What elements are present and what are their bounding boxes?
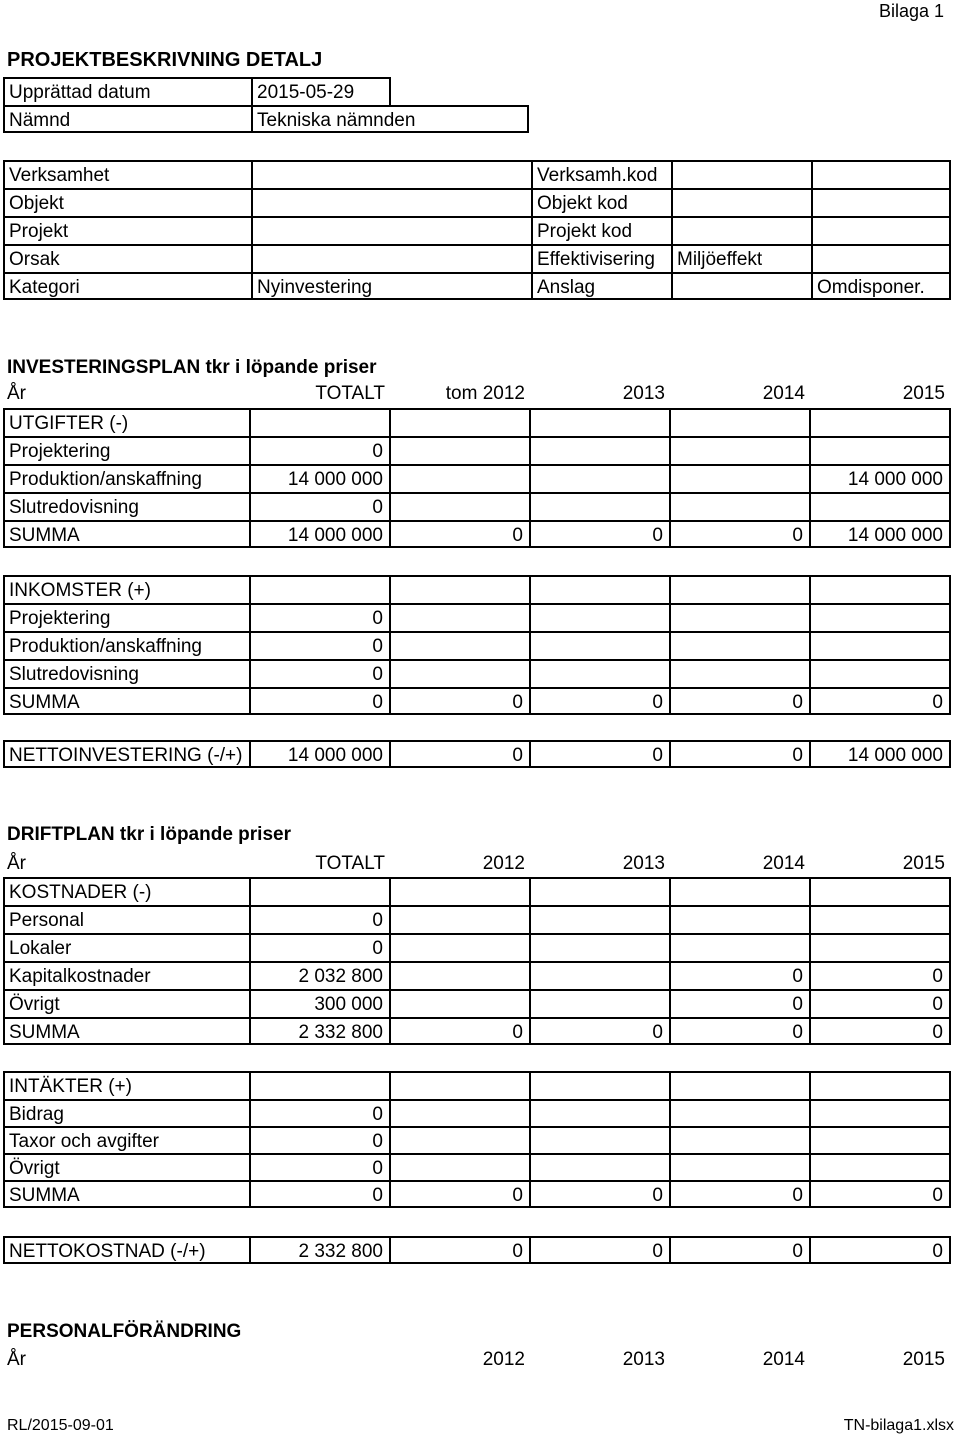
row-label: Slutredovisning (3, 659, 251, 687)
income-heading-row (3, 575, 951, 603)
value-cell (531, 1153, 671, 1181)
value-cell: 2 332 800 (251, 1017, 391, 1045)
expense-row (3, 436, 951, 464)
value-cell: 0 (811, 1017, 951, 1045)
cost-row (3, 933, 951, 961)
info-label: Orsak (3, 244, 251, 272)
revenue-row (3, 1180, 951, 1208)
value-cell (531, 1126, 671, 1154)
info-right (811, 244, 951, 272)
value-cell: 0 (671, 989, 811, 1017)
value-cell: 0 (531, 1236, 671, 1264)
row-label: UTGIFTER (-) (3, 408, 251, 436)
value-cell (531, 492, 671, 520)
value-cell (391, 659, 531, 687)
value-cell: 0 (671, 1180, 811, 1208)
value-cell (531, 1071, 671, 1099)
value-cell: 0 (251, 905, 391, 933)
info-value (251, 244, 531, 272)
value-cell (811, 436, 951, 464)
year-header: 2013 (622, 853, 665, 874)
year-label: År (7, 853, 26, 874)
row-label: SUMMA (3, 520, 251, 548)
info-value (251, 160, 531, 188)
value-cell (391, 464, 531, 492)
value-cell (251, 408, 391, 436)
revenue-heading-row (3, 1071, 951, 1099)
expense-row (3, 492, 951, 520)
value-cell (391, 989, 531, 1017)
value-cell (671, 408, 811, 436)
expense-row (3, 520, 951, 548)
income-row (3, 603, 951, 631)
value-cell (811, 877, 951, 905)
value-cell: 0 (811, 989, 951, 1017)
value-cell (671, 1126, 811, 1154)
expenses-heading-row (3, 408, 951, 436)
row-label: Lokaler (3, 933, 251, 961)
info-code-value (671, 160, 811, 188)
value-cell (531, 1099, 671, 1127)
row-label: Projektering (3, 603, 251, 631)
revenue-row (3, 1099, 951, 1127)
info-row (3, 244, 951, 272)
info-right (811, 188, 951, 216)
value-cell: 0 (251, 603, 391, 631)
row-label: Produktion/anskaffning (3, 464, 251, 492)
info-label: Projekt (3, 216, 251, 244)
value-cell (531, 989, 671, 1017)
info-right: Omdisponer. (811, 272, 951, 300)
footer-left: RL/2015-09-01 (7, 1417, 114, 1434)
value-cell (531, 575, 671, 603)
year-header: 2015 (902, 383, 945, 404)
staff-header-row (3, 1346, 951, 1374)
net-investment-row (3, 740, 951, 768)
value-cell: 0 (671, 520, 811, 548)
value-cell: 14 000 000 (251, 464, 391, 492)
info-code-value: Miljöeffekt (671, 244, 811, 272)
row-label: NETTOKOSTNAD (-/+) (3, 1236, 251, 1264)
value-cell: 0 (531, 1180, 671, 1208)
info-code-value (671, 188, 811, 216)
row-label: SUMMA (3, 687, 251, 715)
year-header: 2015 (902, 1349, 945, 1370)
value-cell: 0 (811, 687, 951, 715)
info-value: Nyinvestering (251, 272, 531, 300)
operating-header-row (3, 850, 951, 878)
document-title: PROJEKTBESKRIVNING DETALJ (7, 49, 323, 71)
info-code-label: Anslag (531, 272, 671, 300)
value-cell (251, 575, 391, 603)
value-cell (531, 603, 671, 631)
value-cell (391, 877, 531, 905)
value-cell (531, 905, 671, 933)
value-cell (671, 905, 811, 933)
year-header (251, 1346, 391, 1374)
year-header: 2012 (482, 853, 525, 874)
value-cell (671, 659, 811, 687)
value-cell: 0 (811, 1236, 951, 1264)
meta-row (3, 77, 951, 105)
value-cell: 2 332 800 (251, 1236, 391, 1264)
value-cell: 0 (531, 1017, 671, 1045)
info-value (251, 188, 531, 216)
row-label: Projektering (3, 436, 251, 464)
value-cell (811, 631, 951, 659)
value-cell (811, 603, 951, 631)
info-right (811, 160, 951, 188)
info-code-value (671, 272, 811, 300)
value-cell (391, 492, 531, 520)
value-cell (811, 1099, 951, 1127)
value-cell (391, 1126, 531, 1154)
row-label: SUMMA (3, 1180, 251, 1208)
row-label: Personal (3, 905, 251, 933)
value-cell: 0 (391, 520, 531, 548)
value-cell: 0 (811, 961, 951, 989)
year-label: År (7, 1349, 26, 1370)
value-cell (671, 631, 811, 659)
row-label: KOSTNADER (-) (3, 877, 251, 905)
year-label: År (7, 383, 26, 404)
value-cell: 2 032 800 (251, 961, 391, 989)
value-cell (531, 408, 671, 436)
value-cell (391, 1071, 531, 1099)
value-cell (671, 1099, 811, 1127)
value-cell: 14 000 000 (251, 740, 391, 768)
value-cell (671, 436, 811, 464)
value-cell: 0 (531, 687, 671, 715)
value-cell (671, 933, 811, 961)
value-cell (391, 408, 531, 436)
value-cell (531, 464, 671, 492)
value-cell (811, 905, 951, 933)
value-cell: 0 (671, 961, 811, 989)
info-label: Objekt (3, 188, 251, 216)
value-cell: 0 (251, 1099, 391, 1127)
row-label: INTÄKTER (+) (3, 1071, 251, 1099)
row-label: NETTOINVESTERING (-/+) (3, 740, 251, 768)
value-cell: 0 (531, 740, 671, 768)
value-cell (811, 659, 951, 687)
row-label: SUMMA (3, 1017, 251, 1045)
cost-row (3, 1017, 951, 1045)
info-value (251, 216, 531, 244)
value-cell: 0 (391, 687, 531, 715)
value-cell (671, 603, 811, 631)
row-label: Övrigt (3, 1153, 251, 1181)
value-cell: 0 (811, 1180, 951, 1208)
value-cell (251, 1071, 391, 1099)
value-cell (531, 961, 671, 989)
value-cell (391, 436, 531, 464)
value-cell: 0 (251, 1180, 391, 1208)
meta-value: 2015-05-29 (251, 77, 391, 105)
value-cell (811, 575, 951, 603)
value-cell (671, 1153, 811, 1181)
operating-plan-title: DRIFTPLAN tkr i löpande priser (7, 824, 291, 845)
value-cell (811, 1126, 951, 1154)
year-header: 2015 (902, 853, 945, 874)
year-header: 2013 (622, 383, 665, 404)
value-cell: 0 (251, 1126, 391, 1154)
info-row (3, 188, 951, 216)
value-cell (811, 1153, 951, 1181)
info-label: Verksamhet (3, 160, 251, 188)
value-cell: 14 000 000 (251, 520, 391, 548)
value-cell (391, 631, 531, 659)
value-cell: 0 (251, 659, 391, 687)
value-cell: 0 (391, 740, 531, 768)
value-cell (391, 575, 531, 603)
year-header: 2013 (622, 1349, 665, 1370)
value-cell (671, 1071, 811, 1099)
value-cell: 14 000 000 (811, 520, 951, 548)
income-row (3, 687, 951, 715)
investment-plan-title: INVESTERINGSPLAN tkr i löpande priser (7, 357, 377, 378)
row-label: Bidrag (3, 1099, 251, 1127)
year-header: TOTALT (315, 383, 385, 404)
info-label: Kategori (3, 272, 251, 300)
info-row (3, 216, 951, 244)
row-label: Slutredovisning (3, 492, 251, 520)
meta-row (3, 105, 951, 133)
income-row (3, 659, 951, 687)
value-cell: 0 (251, 933, 391, 961)
info-row (3, 272, 951, 300)
value-cell: 0 (251, 436, 391, 464)
investment-header-row (3, 380, 951, 408)
value-cell (671, 877, 811, 905)
info-code-label: Verksamh.kod (531, 160, 671, 188)
value-cell: 0 (251, 631, 391, 659)
year-header: TOTALT (315, 853, 385, 874)
value-cell (531, 659, 671, 687)
cost-row (3, 989, 951, 1017)
row-label: INKOMSTER (+) (3, 575, 251, 603)
year-header: 2014 (762, 383, 805, 404)
value-cell (391, 905, 531, 933)
value-cell (251, 877, 391, 905)
value-cell (391, 1099, 531, 1127)
expense-row (3, 464, 951, 492)
value-cell: 0 (391, 1180, 531, 1208)
income-row (3, 631, 951, 659)
value-cell (811, 492, 951, 520)
net-cost-row (3, 1236, 951, 1264)
value-cell (391, 933, 531, 961)
attachment-label: Bilaga 1 (878, 1, 944, 21)
meta-label: Upprättad datum (3, 77, 251, 105)
value-cell: 0 (671, 1017, 811, 1045)
value-cell (531, 933, 671, 961)
value-cell: 14 000 000 (811, 464, 951, 492)
row-label: Produktion/anskaffning (3, 631, 251, 659)
value-cell: 0 (251, 492, 391, 520)
value-cell: 0 (251, 687, 391, 715)
value-cell: 0 (391, 1236, 531, 1264)
value-cell (671, 575, 811, 603)
footer-right: TN-bilaga1.xlsx (843, 1417, 954, 1434)
info-row (3, 160, 951, 188)
row-label: Kapitalkostnader (3, 961, 251, 989)
value-cell (391, 961, 531, 989)
value-cell (811, 408, 951, 436)
info-code-label: Effektivisering (531, 244, 671, 272)
value-cell (531, 631, 671, 659)
value-cell (531, 436, 671, 464)
value-cell: 14 000 000 (811, 740, 951, 768)
year-header: 2014 (762, 1349, 805, 1370)
value-cell (671, 492, 811, 520)
value-cell: 0 (671, 687, 811, 715)
costs-heading-row (3, 877, 951, 905)
value-cell (531, 877, 671, 905)
meta-label: Nämnd (3, 105, 251, 133)
value-cell: 0 (251, 1153, 391, 1181)
info-code-label: Projekt kod (531, 216, 671, 244)
meta-value: Tekniska nämnden (251, 105, 529, 133)
info-code-value (671, 216, 811, 244)
cost-row (3, 905, 951, 933)
info-code-label: Objekt kod (531, 188, 671, 216)
value-cell (671, 464, 811, 492)
value-cell: 0 (671, 740, 811, 768)
value-cell: 300 000 (251, 989, 391, 1017)
value-cell (391, 1153, 531, 1181)
value-cell (811, 1071, 951, 1099)
year-header: 2014 (762, 853, 805, 874)
year-header: 2012 (482, 1349, 525, 1370)
revenue-row (3, 1126, 951, 1154)
year-header: tom 2012 (445, 383, 525, 404)
info-right (811, 216, 951, 244)
value-cell: 0 (391, 1017, 531, 1045)
cost-row (3, 961, 951, 989)
revenue-row (3, 1153, 951, 1181)
value-cell (811, 933, 951, 961)
value-cell: 0 (531, 520, 671, 548)
row-label: Övrigt (3, 989, 251, 1017)
value-cell (391, 603, 531, 631)
staff-change-title: PERSONALFÖRÄNDRING (7, 1321, 242, 1342)
value-cell: 0 (671, 1236, 811, 1264)
row-label: Taxor och avgifter (3, 1126, 251, 1154)
